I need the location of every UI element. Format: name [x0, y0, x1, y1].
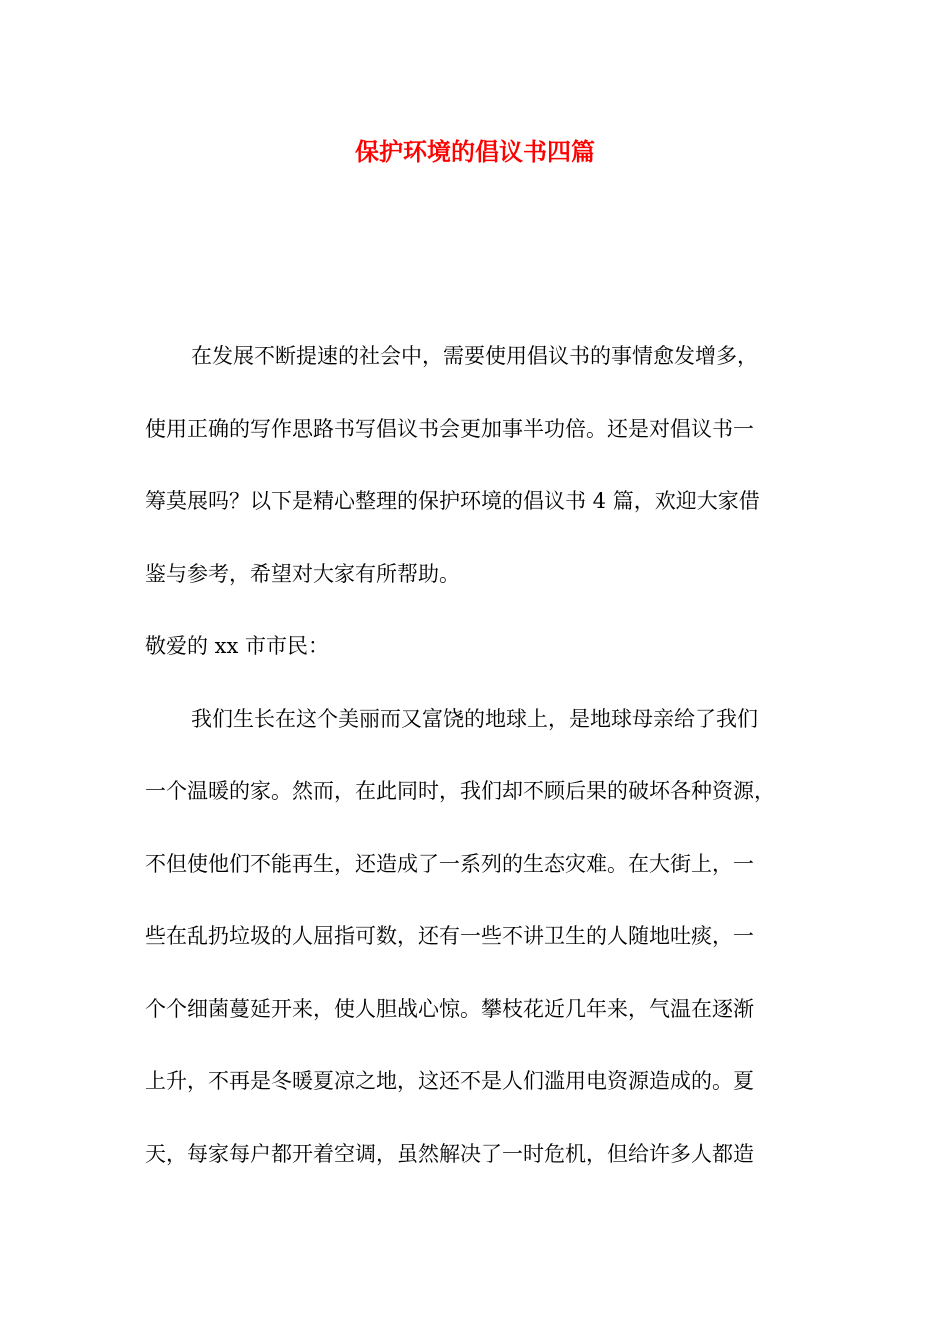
paragraph-line: 鉴与参考，希望对大家有所帮助。 [145, 561, 460, 586]
document-body [145, 320, 821, 1190]
paragraph-line: 在发展不断提速的社会中，需要使用倡议书的事情愈发增多， [191, 344, 758, 368]
paragraph-line: 个个细菌蔓延开来，使人胆战心惊。攀枝花近几年来，气温在逐渐 [145, 996, 754, 1021]
paragraph-line: 我们生长在这个美丽而又富饶的地球上，是地球母亲给了我们 [191, 706, 758, 731]
paragraph-line: 天，每家每户都开着空调，虽然解决了一时危机，但给许多人都造 [145, 1141, 754, 1166]
document-title: 保护环境的倡议书四篇 [355, 138, 595, 166]
paragraph-line: 不但使他们不能再生，还造成了一系列的生态灾难。在大街上，一 [145, 851, 754, 876]
paragraph-line: 些在乱扔垃圾的人屈指可数，还有一些不讲卫生的人随地吐痰，一 [145, 924, 754, 948]
paragraph-line: 筹莫展吗？以下是精心整理的保护环境的倡议书 4 篇，欢迎大家借 [145, 489, 760, 513]
paragraph-line: 使用正确的写作思路书写倡议书会更加事半功倍。还是对倡议书一 [145, 416, 754, 441]
salutation-line: 敬爱的 xx 市市民： [145, 634, 330, 658]
paragraph-line: 上升，不再是冬暖夏凉之地，这还不是人们滥用电资源造成的。夏 [145, 1069, 754, 1093]
paragraph-line: 一个温暖的家。然而，在此同时，我们却不顾后果的破坏各种资源， [145, 779, 775, 803]
